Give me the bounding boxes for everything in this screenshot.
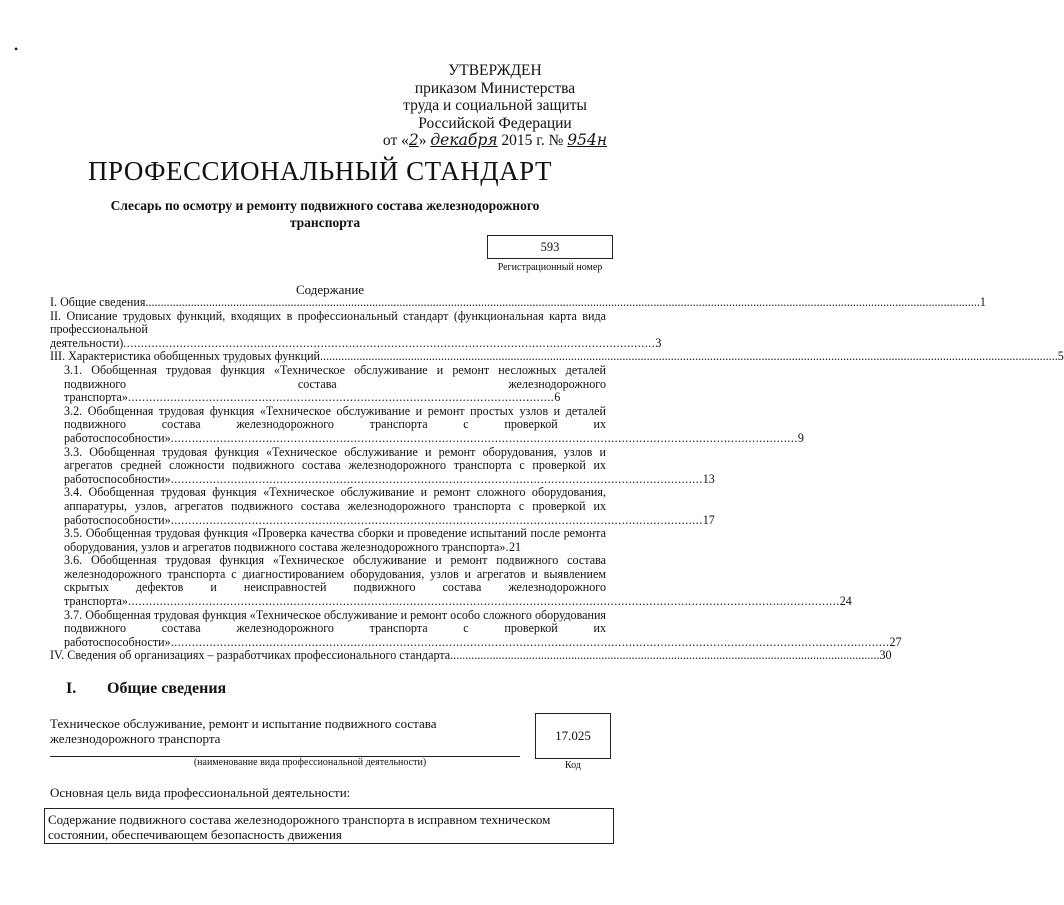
toc-entry-text: IV. Сведения об организациях – разработчиках профессионального стандарта: [50, 648, 451, 663]
toc-leader-dots: ..........................................................................................................................................................................................................: [127, 594, 840, 609]
toc-entry-3-4[interactable]: [50, 485, 715, 527]
toc-entry-page: 3: [655, 335, 662, 350]
toc-heading: Содержание: [295, 282, 365, 297]
toc-entry-3-3[interactable]: [50, 444, 715, 487]
toc-leader-dots: ............................................................................................................................................................................................................: [170, 634, 890, 649]
toc-entry-text: 3.4. Обобщенная трудовая функция «Техническое обслуживание и ремонт сложного оборудования, аппаратуры, узлов, агрегатов подвижного состава железнодорожного транспорта с проверкой их работоспособности»: [64, 485, 606, 527]
toc-entry-page: 13: [702, 471, 715, 486]
table-of-contents: [50, 295, 1064, 663]
handwritten-month: декабря: [430, 131, 498, 149]
toc-entry-page: 27: [889, 634, 902, 649]
toc-leader-dots: ..............................................................................................................................................: [450, 648, 880, 663]
approval-block: [380, 62, 610, 150]
toc-leader-dots: ....................................................................................................................................................................................................................................................................................: [145, 295, 980, 309]
activity-code-caption: Код: [565, 760, 581, 771]
toc-entry-page: 21: [508, 539, 522, 554]
toc-entry-4[interactable]: [50, 648, 892, 663]
goal-text: Содержание подвижного состава железнодорожного транспорта в исправном техническом состоянии, обеспечивающем безопасность движения: [48, 812, 551, 842]
toc-leader-dots: ..................................................................................................................................................................................: [170, 430, 798, 445]
toc-entry-page: 6: [554, 390, 561, 405]
handwritten-day: 2: [408, 131, 419, 149]
toc-leader-dots: .........................................................................................................................: [127, 390, 555, 405]
toc-leader-dots: .......................................................................................................................................................: [123, 335, 656, 350]
standard-subtitle: Слесарь по осмотру и ремонту подвижного состава железнодорожного транспорта: [110, 198, 540, 230]
toc-entry-2[interactable]: [50, 308, 662, 351]
approval-line-2: приказом Министерства: [414, 79, 576, 97]
toc-entry-3-7[interactable]: [50, 607, 902, 650]
approval-year: 2015 г. №: [501, 132, 564, 149]
standard-title: ПРОФЕССИОНАЛЬНЫЙ СТАНДАРТ: [87, 156, 553, 186]
activity-name: Техническое обслуживание, ремонт и испытание подвижного состава железнодорожного транспорта: [50, 716, 437, 746]
approval-line-4: Российской Федерации: [418, 114, 572, 132]
toc-entry-page: 24: [839, 594, 852, 609]
margin-mark: •: [14, 42, 19, 56]
toc-entry-text: 3.6. Обобщенная трудовая функция «Техническое обслуживание и ремонт подвижного состава железнодорожного транспорта с диагностированием оборудования, узлов и агрегатов и выявлением скрытых дефектов и неисправностей подвижного состава железнодорожного транспорта»: [64, 553, 606, 609]
registration-number-box: 593: [487, 235, 613, 259]
approval-line-1: УТВЕРЖДЕН: [448, 62, 542, 79]
approval-date-prefix: от «: [382, 132, 409, 149]
toc-entry-text: 3.2. Обобщенная трудовая функция «Техническое обслуживание и ремонт простых узлов и деталей подвижного состава железнодорожного транспорта с проверкой их работоспособности»: [64, 403, 606, 445]
activity-code-box: 17.025: [535, 713, 611, 759]
toc-entry-1[interactable]: [50, 295, 986, 310]
toc-entry-text: III. Характеристика обобщенных трудовых функций: [50, 349, 321, 364]
toc-entry-text: 3.7. Обобщенная трудовая функция «Техническое обслуживание и ремонт особо сложного оборудования подвижного состава железнодорожного транспорта с проверкой их работоспособности»: [64, 607, 606, 649]
handwritten-order-number: 954н: [567, 131, 608, 149]
toc-leader-dots: .......................................................................................................................................................: [170, 471, 703, 486]
activity-caption: (наименование вида профессиональной деятельности): [193, 757, 427, 768]
toc-entry-text: 3.1. Обобщенная трудовая функция «Техническое обслуживание и ремонт несложных деталей подвижного состава железнодорожного транспорта»: [64, 362, 606, 405]
toc-entry-3-1[interactable]: [50, 364, 606, 405]
section-title: Общие сведения: [107, 680, 227, 697]
toc-entry-page: 9: [797, 430, 804, 445]
toc-leader-dots: .......................................................................................................................................................: [170, 512, 703, 527]
registration-number-caption: Регистрационный номер: [497, 262, 603, 273]
approval-line-3: труда и социальной защиты: [403, 97, 587, 114]
goal-label: Основная цель вида профессиональной деятельности:: [50, 785, 351, 800]
toc-entry-text: 3.3. Обобщенная трудовая функция «Техническое обслуживание и ремонт оборудования, узлов и агрегатов средней сложности подвижного состава железнодорожного транспорта с проверкой их работоспособности»: [64, 444, 606, 486]
section-number: I.: [66, 680, 77, 697]
toc-leader-dots: .: [505, 539, 509, 554]
toc-entry-page: 5: [1057, 349, 1064, 364]
toc-entry-3-5[interactable]: [50, 527, 606, 554]
toc-leader-dots: ....................................................................................................................................................................................................................................................: [320, 349, 1058, 364]
approval-date-line: [380, 132, 610, 150]
toc-entry-page: 17: [702, 512, 715, 527]
approval-date-mid: »: [418, 132, 427, 149]
toc-entry-3[interactable]: [50, 349, 1064, 364]
toc-entry-text: 3.5. Обобщенная трудовая функция «Проверка качества сборки и проведение испытаний после ремонта оборудования, узлов и агрегатов подвижного состава железнодорожного транспорта»: [64, 526, 606, 554]
toc-entry-page: 30: [879, 648, 892, 663]
toc-entry-3-6[interactable]: [50, 553, 852, 609]
toc-entry-page: 1: [979, 295, 986, 309]
toc-entry-text: I. Общие сведения: [50, 295, 146, 309]
toc-entry-text: II. Описание трудовых функций, входящих в профессиональный стандарт (функциональная карта вида профессиональной деятельности): [50, 308, 606, 350]
toc-entry-3-2[interactable]: [50, 403, 804, 446]
